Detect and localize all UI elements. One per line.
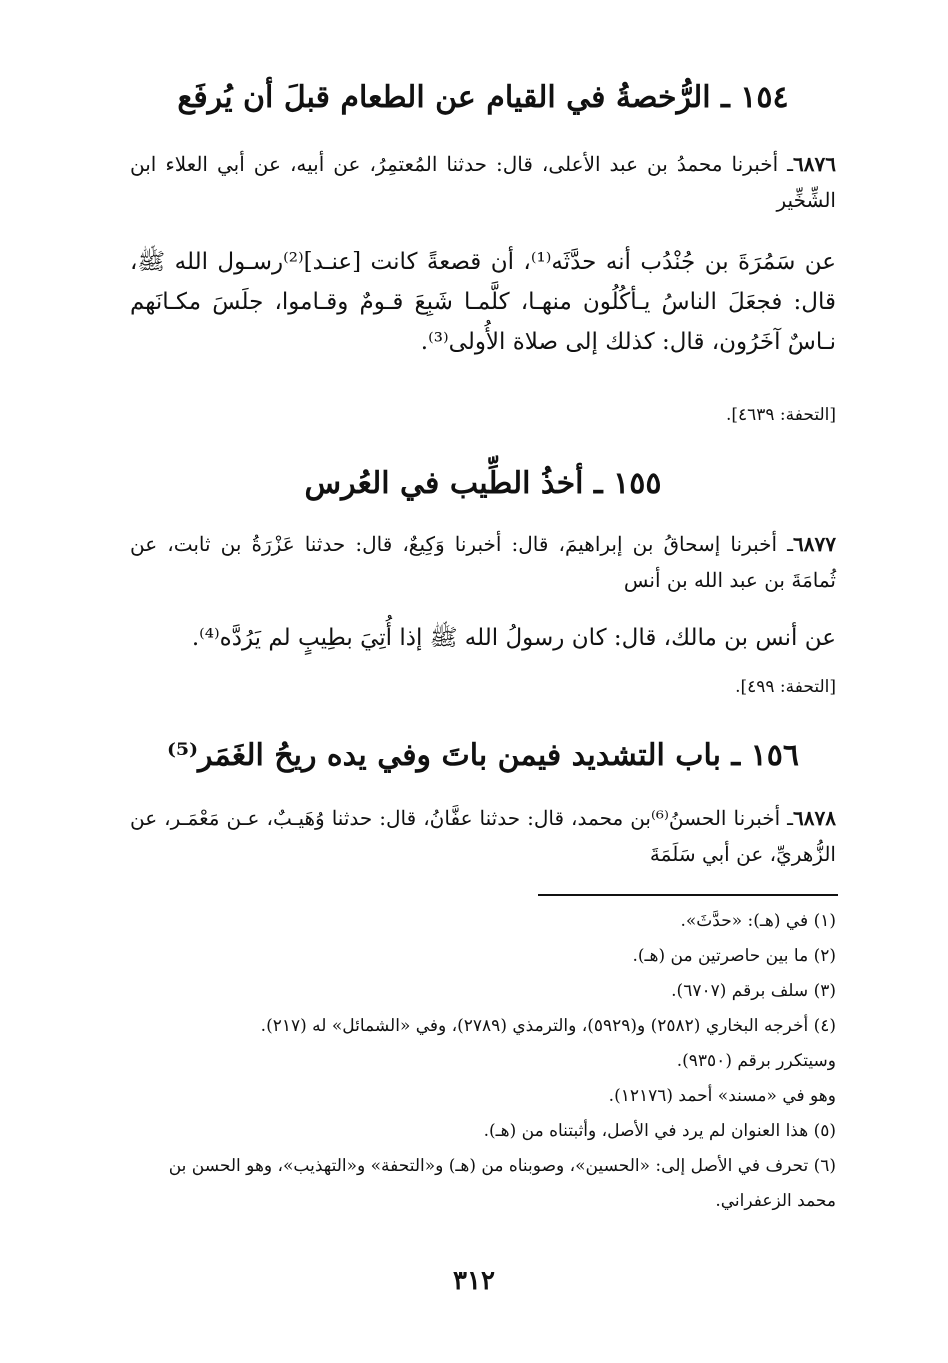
hadith-matn-6876: عن سَمُرَةَ بن جُنْدُب أنه حدَّثَه⁽¹⁾، أن قصعةً كانت [عنـد]⁽²⁾رسـول الله ﷺ، قال: فجعَلَ الناسُ يـأكُلُون منهـا، كلَّمـا شَبِعَ قـومٌ وقـاموا، جلَسَ مكـانَهم نـاسٌ آخَرُون، قال: كذلك إلى صلاة الأُولى⁽³⁾. bbox=[130, 249, 837, 355]
footnote-5: (٥) هذا العنوان لم يرد في الأصل، وأثبتناه من (هـ). bbox=[483, 1121, 836, 1141]
footnote-4: (٤) أخرجه البخاري (٢٥٨٢) و(٥٩٢٩)، والترمذي (٢٧٨٩)، وفي «الشمائل» له (٢١٧). bbox=[260, 1016, 836, 1036]
isnad-text: ـ أخبرنا إسحاقُ بن إبراهيمَ، قال: أخبرنا وَكِيعٌ، قال: حدثنا عَزْرَةُ بن ثابت، عن ثُمامَةَ بن عبد الله بن أنس bbox=[130, 532, 836, 592]
section-heading-154: ١٥٤ ـ الرُّخصةُ في القيام عن الطعام قبلَ أن يُرفَع bbox=[177, 80, 789, 115]
section-heading-155: ١٥٥ ـ أخذُ الطِّيب في العُرس bbox=[304, 466, 662, 501]
footnote-6: (٦) تحرف في الأصل إلى: «الحسين»، وصوبناه من (هـ) و«التحفة» و«التهذيب»، وهو الحسن بن محمد الزعفراني. bbox=[168, 1156, 836, 1211]
hadith-isnad-6876 bbox=[130, 146, 836, 218]
tuhfa-reference-6877: [التحفة: ٤٩٩]. bbox=[735, 677, 836, 697]
footnote-4-continued: وهو في «مسند» أحمد (١٢١٧٦). bbox=[608, 1086, 836, 1106]
footnote-2: (٢) ما بين حاصرتين من (هـ). bbox=[632, 946, 836, 966]
hadith-isnad-6877 bbox=[130, 526, 836, 598]
footnotes bbox=[130, 904, 836, 1219]
isnad-text: ـ أخبرنا الحسنُ⁽⁶⁾بن محمد، قال: حدثنا عفَّانُ، قال: حدثنا وُهَيـبٌ، عـن مَعْمَـر، عن الزُّهريِّ، عن أبي سَلَمَةَ bbox=[130, 806, 836, 866]
hadith-isnad-6878 bbox=[130, 800, 836, 872]
footnote-1: (١) في (هـ): «حدَّثَ». bbox=[680, 911, 836, 931]
footnote-3: (٣) سلف برقم (٦٧٠٧). bbox=[671, 981, 836, 1001]
hadith-number: ٦٨٧٨ bbox=[793, 806, 837, 830]
isnad-text: ـ أخبرنا محمدُ بن عبد الأعلى، قال: حدثنا المُعتمِرُ، عن أبيه، عن أبي العلاء ابن الشِّخِّير bbox=[130, 152, 836, 212]
footnote-4-continued: وسيتكرر برقم (٩٣٥٠). bbox=[676, 1051, 836, 1071]
tuhfa-reference-6876: [التحفة: ٤٦٣٩]. bbox=[725, 405, 836, 425]
page-number: ٣١٢ bbox=[453, 1266, 495, 1296]
footnote-separator bbox=[538, 894, 838, 896]
section-heading-156: ١٥٦ ـ باب التشديد فيمن باتَ وفي يده ريحُ الغَمَر⁽⁵⁾ bbox=[166, 738, 799, 773]
hadith-matn-6877: عن أنس بن مالك، قال: كان رسولُ الله ﷺ إذا أُتِيَ بطِيبٍ لم يَرُدَّه⁽⁴⁾. bbox=[191, 625, 836, 651]
hadith-number: ٦٨٧٧ bbox=[793, 532, 836, 556]
hadith-number: ٦٨٧٦ bbox=[793, 152, 836, 176]
